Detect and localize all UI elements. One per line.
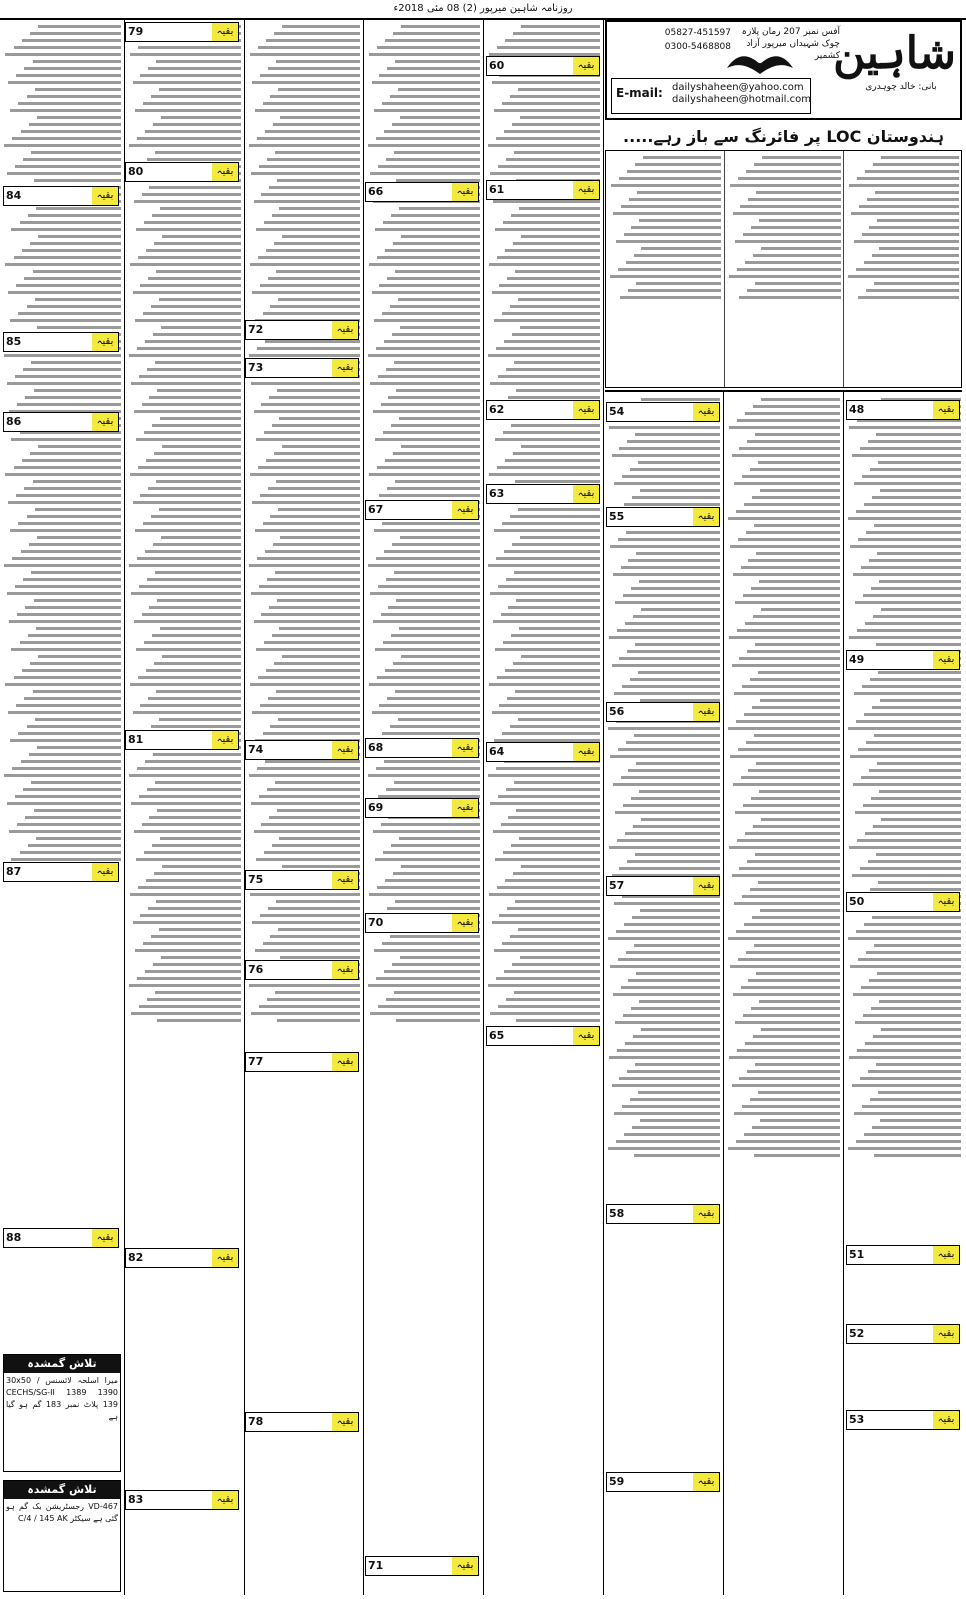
badge-number: 73 bbox=[248, 361, 264, 374]
badge-number: 88 bbox=[6, 1231, 22, 1244]
badge-label: بقیہ bbox=[212, 163, 238, 181]
badge-label: بقیہ bbox=[693, 877, 719, 895]
badge-label: بقیہ bbox=[573, 1027, 599, 1045]
editorial-body bbox=[605, 150, 962, 388]
badge-label: بقیہ bbox=[212, 1249, 238, 1267]
email-label: E-mail: bbox=[616, 86, 663, 100]
badge-number: 84 bbox=[6, 189, 22, 202]
badge-label: بقیہ bbox=[92, 333, 118, 351]
badge-label: بقیہ bbox=[573, 401, 599, 419]
continuation-badge bbox=[3, 186, 119, 206]
badge-label: بقیہ bbox=[92, 863, 118, 881]
badge-label: بقیہ bbox=[693, 1205, 719, 1223]
badge-number: 81 bbox=[128, 733, 144, 746]
badge-label: بقیہ bbox=[933, 1325, 959, 1343]
badge-label: بقیہ bbox=[332, 359, 358, 377]
badge-label: بقیہ bbox=[332, 1053, 358, 1071]
badge-label: بقیہ bbox=[452, 501, 478, 519]
continuation-badge bbox=[846, 650, 960, 670]
continuation-badge bbox=[846, 892, 960, 912]
continuation-badge bbox=[245, 1412, 359, 1432]
text-column bbox=[125, 20, 244, 1595]
phone-number: 05827-451597 bbox=[664, 28, 731, 38]
badge-number: 78 bbox=[248, 1415, 264, 1428]
continuation-badge bbox=[125, 730, 239, 750]
badge-number: 51 bbox=[849, 1248, 865, 1261]
text-column bbox=[604, 393, 723, 1595]
badge-label: بقیہ bbox=[212, 1491, 238, 1509]
email-box bbox=[611, 78, 811, 114]
continuation-badge bbox=[606, 402, 720, 422]
classified-text: میرا اسلحہ لائسنس 30x50 / CECHS/SG-II 1389 1390 139 پلاٹ نمبر 183 گم ہو گیا ہے bbox=[6, 1376, 118, 1421]
badge-number: 74 bbox=[248, 743, 264, 756]
contact-block bbox=[611, 26, 731, 54]
continuation-badge bbox=[125, 1248, 239, 1268]
badge-label: بقیہ bbox=[573, 57, 599, 75]
badge-label: بقیہ bbox=[92, 1229, 118, 1247]
logo-title: شاہین bbox=[833, 28, 956, 79]
badge-label: بقیہ bbox=[452, 799, 478, 817]
continuation-badge bbox=[245, 740, 359, 760]
badge-number: 58 bbox=[609, 1207, 625, 1220]
badge-label: بقیہ bbox=[573, 181, 599, 199]
badge-label: بقیہ bbox=[332, 321, 358, 339]
email-hotmail[interactable]: dailyshaheen@hotmail.com bbox=[672, 94, 811, 105]
office-address: آفس نمبر 207 رمان پلازہ چوک شہیداں میرپور آزاد کشمیر bbox=[741, 27, 840, 61]
badge-number: 70 bbox=[368, 916, 384, 929]
badge-number: 86 bbox=[6, 415, 22, 428]
badge-label: بقیہ bbox=[693, 403, 719, 421]
continuation-badge bbox=[365, 738, 479, 758]
badge-label: بقیہ bbox=[933, 1246, 959, 1264]
continuation-badge bbox=[125, 1490, 239, 1510]
badge-number: 85 bbox=[6, 335, 22, 348]
badge-number: 59 bbox=[609, 1475, 625, 1488]
continuation-badge bbox=[245, 1052, 359, 1072]
badge-number: 62 bbox=[489, 403, 505, 416]
badge-label: بقیہ bbox=[573, 743, 599, 761]
editorial-title: ہندوستان LOC پر فائرنگ سے باز رہے..... bbox=[605, 124, 962, 151]
badge-number: 83 bbox=[128, 1493, 144, 1506]
continuation-badge bbox=[486, 742, 600, 762]
section-rule bbox=[605, 390, 962, 392]
badge-number: 50 bbox=[849, 895, 865, 908]
continuation-badge bbox=[365, 798, 479, 818]
continuation-badge bbox=[245, 358, 359, 378]
classified-title: تلاش گمشدہ bbox=[4, 1355, 120, 1373]
badge-label: بقیہ bbox=[452, 183, 478, 201]
badge-number: 61 bbox=[489, 183, 505, 196]
classified-text: VD-467 رجسٹریشن بک گم ہو گئی ہے سیکٹر C/4 / 145 AK bbox=[6, 1502, 118, 1523]
badge-label: بقیہ bbox=[452, 739, 478, 757]
continuation-badge bbox=[3, 862, 119, 882]
continuation-badge bbox=[125, 162, 239, 182]
badge-number: 48 bbox=[849, 403, 865, 416]
badge-label: بقیہ bbox=[452, 1557, 478, 1575]
badge-label: بقیہ bbox=[693, 703, 719, 721]
badge-number: 75 bbox=[248, 873, 264, 886]
badge-number: 55 bbox=[609, 510, 625, 523]
continuation-badge bbox=[365, 1556, 479, 1576]
continuation-badge bbox=[3, 1228, 119, 1248]
badge-label: بقیہ bbox=[933, 893, 959, 911]
editorial-column bbox=[843, 151, 962, 387]
badge-label: بقیہ bbox=[693, 508, 719, 526]
continuation-badge bbox=[245, 870, 359, 890]
editorial-column bbox=[724, 151, 844, 387]
editorial-column bbox=[606, 151, 724, 387]
text-column bbox=[484, 20, 603, 1595]
badge-number: 66 bbox=[368, 185, 384, 198]
continuation-badge bbox=[3, 412, 119, 432]
continuation-badge bbox=[606, 876, 720, 896]
badge-number: 67 bbox=[368, 503, 384, 516]
badge-number: 64 bbox=[489, 745, 505, 758]
masthead bbox=[605, 20, 962, 120]
badge-number: 60 bbox=[489, 59, 505, 72]
badge-number: 71 bbox=[368, 1559, 384, 1572]
badge-number: 52 bbox=[849, 1327, 865, 1340]
badge-label: بقیہ bbox=[933, 1411, 959, 1429]
classified-title: تلاش گمشدہ bbox=[4, 1481, 120, 1499]
badge-number: 72 bbox=[248, 323, 264, 336]
text-column bbox=[724, 393, 843, 1595]
badge-label: بقیہ bbox=[332, 871, 358, 889]
email-yahoo[interactable]: dailyshaheen@yahoo.com bbox=[672, 82, 804, 93]
continuation-badge bbox=[486, 180, 600, 200]
continuation-badge bbox=[245, 960, 359, 980]
mobile-number: 0300-5468808 bbox=[664, 42, 731, 52]
logo-sub: بانی: خالد چوہدری bbox=[865, 82, 937, 92]
badge-label: بقیہ bbox=[933, 401, 959, 419]
badge-label: بقیہ bbox=[92, 187, 118, 205]
continuation-badge bbox=[3, 332, 119, 352]
continuation-badge bbox=[486, 400, 600, 420]
text-column bbox=[245, 20, 363, 1595]
badge-number: 87 bbox=[6, 865, 22, 878]
continuation-badge bbox=[486, 484, 600, 504]
badge-number: 49 bbox=[849, 653, 865, 666]
continuation-badge bbox=[365, 500, 479, 520]
continuation-badge bbox=[365, 913, 479, 933]
continuation-badge bbox=[846, 1324, 960, 1344]
badge-label: بقیہ bbox=[933, 651, 959, 669]
newspaper-logo bbox=[833, 26, 956, 114]
badge-number: 79 bbox=[128, 25, 144, 38]
badge-number: 63 bbox=[489, 487, 505, 500]
badge-number: 53 bbox=[849, 1413, 865, 1426]
continuation-badge bbox=[846, 1410, 960, 1430]
continuation-badge bbox=[846, 400, 960, 420]
classified-ad bbox=[3, 1354, 121, 1472]
badge-number: 82 bbox=[128, 1251, 144, 1264]
continuation-badge bbox=[486, 56, 600, 76]
badge-label: بقیہ bbox=[573, 485, 599, 503]
badge-number: 57 bbox=[609, 879, 625, 892]
badge-number: 80 bbox=[128, 165, 144, 178]
continuation-badge bbox=[245, 320, 359, 340]
badge-label: بقیہ bbox=[452, 914, 478, 932]
classified-ad bbox=[3, 1480, 121, 1592]
badge-number: 56 bbox=[609, 705, 625, 718]
badge-label: بقیہ bbox=[212, 23, 238, 41]
badge-label: بقیہ bbox=[92, 413, 118, 431]
badge-number: 76 bbox=[248, 963, 264, 976]
continuation-badge bbox=[486, 1026, 600, 1046]
continuation-badge bbox=[846, 1245, 960, 1265]
badge-number: 77 bbox=[248, 1055, 264, 1068]
badge-number: 68 bbox=[368, 741, 384, 754]
badge-label: بقیہ bbox=[332, 961, 358, 979]
continuation-badge bbox=[125, 22, 239, 42]
page-header: روزنامہ شاہین میرپور (2) 08 مئی 2018ء bbox=[0, 0, 966, 20]
badge-number: 65 bbox=[489, 1029, 505, 1042]
badge-number: 69 bbox=[368, 801, 384, 814]
badge-number: 54 bbox=[609, 405, 625, 418]
continuation-badge bbox=[606, 1204, 720, 1224]
badge-label: بقیہ bbox=[212, 731, 238, 749]
badge-label: بقیہ bbox=[332, 1413, 358, 1431]
continuation-badge bbox=[606, 702, 720, 722]
continuation-badge bbox=[365, 182, 479, 202]
continuation-badge bbox=[606, 507, 720, 527]
badge-label: بقیہ bbox=[693, 1473, 719, 1491]
continuation-badge bbox=[606, 1472, 720, 1492]
text-column bbox=[0, 20, 124, 1350]
badge-label: بقیہ bbox=[332, 741, 358, 759]
